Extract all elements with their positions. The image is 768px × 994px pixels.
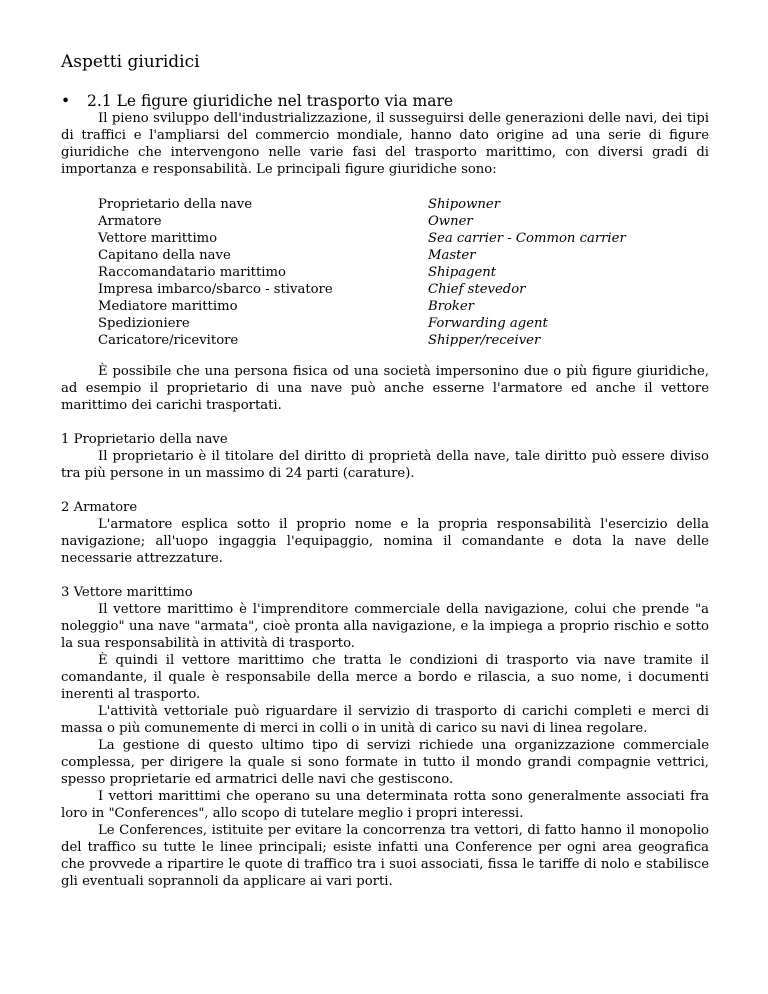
role-it: Proprietario della nave — [98, 197, 253, 212]
subsection-title: 3 Vettore marittimo — [61, 585, 193, 600]
role-en: Forwarding agent — [428, 316, 548, 331]
section-heading-line — [61, 92, 709, 110]
subsection-armatore — [61, 499, 709, 567]
role-en: Chief stevedor — [428, 282, 526, 297]
subsection-paragraph: I vettori marittimi che operano su una determinata rotta sono generalmente associati fra loro in "Conferences", allo scopo di tutelare meglio i propri interessi. — [61, 789, 709, 821]
subsection-paragraph: L'armatore esplica sotto il proprio nome e la propria responsabilità l'esercizio della navigazione; all'uopo ingaggia l'equipaggio, nomina il comandante e dota la nave delle necessarie attrezzature. — [61, 517, 709, 566]
subsection-paragraph: Il vettore marittimo è l'imprenditore commerciale della navigazione, colui che prende "a noleggio" una nave "armata", cioè pronta alla navigazione, e la impiega a proprio rischio e sotto la sua responsabilità in attività di trasporto. — [61, 602, 709, 651]
role-en: Owner — [428, 214, 473, 229]
role-it: Caricatore/ricevitore — [98, 333, 239, 348]
section-heading: 2.1 Le figure giuridiche nel trasporto via mare — [87, 92, 454, 110]
role-it: Armatore — [98, 214, 162, 229]
role-en: Shipper/receiver — [428, 333, 541, 348]
role-it: Raccomandatario marittimo — [98, 265, 286, 280]
subsection-paragraph: Il proprietario è il titolare del diritto di proprietà della nave, tale diritto può essere diviso tra più persone in un massimo di 24 parti (carature). — [61, 449, 709, 481]
note-paragraph: È possibile che una persona fisica od una società impersonino due o più figure giuridiche, ad esempio il proprietario di una nave può anche esserne l'armatore ed anche il vettore marittimo dei carichi trasportati. — [61, 364, 709, 413]
role-it: Spedizioniere — [98, 316, 190, 331]
bullet-icon: • — [61, 92, 71, 110]
role-en: Master — [428, 248, 476, 263]
role-it: Capitano della nave — [98, 248, 231, 263]
roles-table — [98, 196, 709, 349]
subsection-proprietario — [61, 431, 709, 482]
role-it: Vettore marittimo — [98, 231, 218, 246]
document-title: Aspetti giuridici — [61, 52, 200, 72]
role-en: Shipagent — [428, 265, 497, 280]
role-en: Sea carrier - Common carrier — [428, 231, 626, 246]
subsection-paragraph: La gestione di questo ultimo tipo di servizi richiede una organizzazione commerciale complessa, per dirigere la quale si sono formate in tutto il mondo grandi compagnie vettrici, spesso proprietarie ed armatrici delle navi che gestiscono. — [61, 738, 709, 787]
role-en: Broker — [428, 299, 475, 314]
subsection-paragraph: È quindi il vettore marittimo che tratta le condizioni di trasporto via nave tramite il comandante, il quale è responsabile della merce a bordo e rilascia, a suo nome, i documenti inerenti al trasporto. — [61, 653, 709, 702]
subsection-title: 1 Proprietario della nave — [61, 432, 228, 447]
role-en: Shipowner — [428, 197, 501, 212]
subsection-title: 2 Armatore — [61, 500, 138, 515]
role-it: Impresa imbarco/sbarco - stivatore — [98, 282, 333, 297]
subsection-paragraph: Le Conferences, istituite per evitare la concorrenza tra vettori, di fatto hanno il monopolio del traffico su tutte le linee principali; esiste infatti una Conference per ogni area geografica che provvede a ripartire le quote di traffico tra i suoi associati, fissa le tariffe di nolo e stabilisce gli eventuali soprannoli da applicare ai vari porti. — [61, 823, 709, 889]
subsection-paragraph: L'attività vettoriale può riguardare il servizio di trasporto di carichi completi e merci di massa o più comunemente di merci in colli o in unità di carico su navi di linea regolare. — [61, 704, 709, 736]
intro-paragraph: Il pieno sviluppo dell'industrializzazione, il susseguirsi delle generazioni delle navi, dei tipi di traffici e l'ampliarsi del commercio mondiale, hanno dato origine ad una serie di figure giuridiche che intervengono nelle varie fasi del trasporto marittimo, con diversi gradi di importanza e responsabilità. Le principali figure giuridiche sono: — [61, 111, 709, 177]
section-2-1 — [61, 92, 709, 890]
subsection-vettore — [61, 584, 709, 890]
role-it: Mediatore marittimo — [98, 299, 238, 314]
